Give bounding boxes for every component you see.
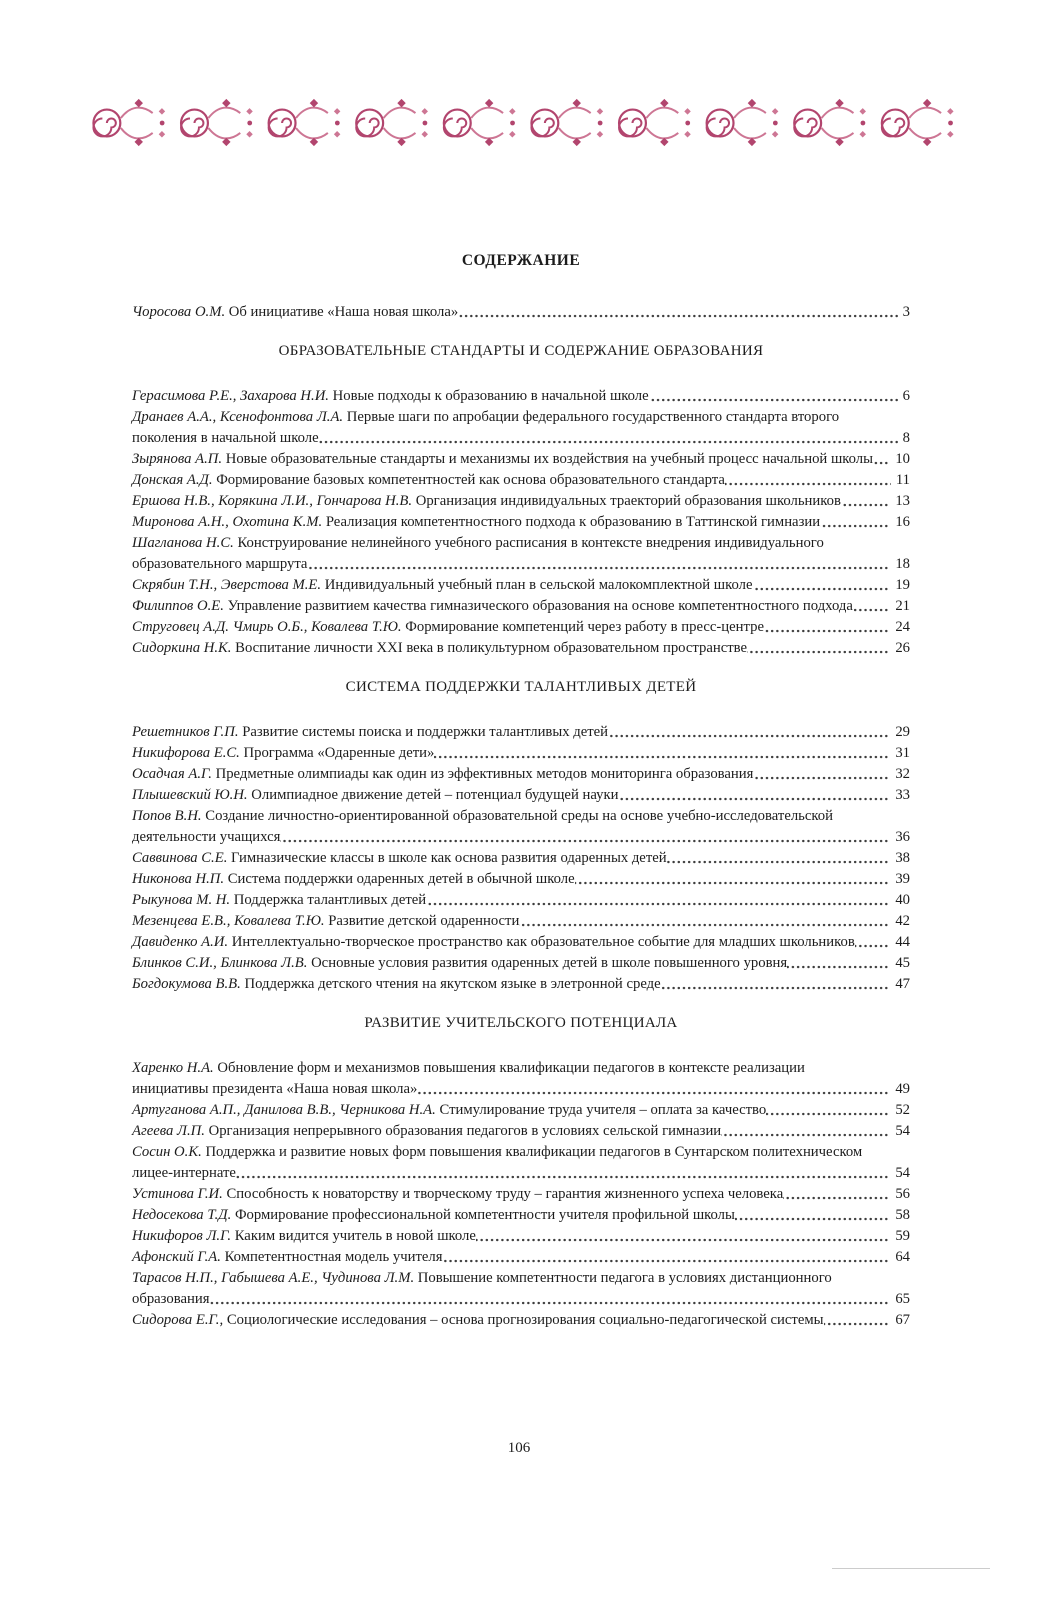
entry-title: Организация индивидуальных траекторий образования школьников [415,493,841,509]
entry-authors: Саввинова С.Е. [132,850,228,866]
entry-text [132,1183,783,1205]
toc-entry [132,869,910,890]
entry-page-number: 59 [890,1223,910,1247]
entry-page-number: 26 [890,635,910,659]
entry-title: Управление развитием качества гимназического образования на основе компетентностного подхода [227,598,853,614]
toc-entry [132,953,910,974]
section-heading: ОБРАЗОВАТЕЛЬНЫЕ СТАНДАРТЫ И СОДЕРЖАНИЕ ОБРАЗОВАНИЯ [278,343,764,359]
page-content [132,252,910,1331]
toc-entry [132,932,910,953]
entry-authors: Ершова Н.В., Корякина Л.И., Гончарова Н.В. [132,493,413,509]
section-heading: СИСТЕМА ПОДДЕРЖКИ ТАЛАНТЛИВЫХ ДЕТЕЙ [345,679,697,695]
entry-page-number: 52 [890,1097,910,1121]
entry-title: Индивидуальный учебный план в сельской малокомплектной школе [324,577,753,593]
entry-title: Формирование профессиональной компетентности учителя профильной школы [234,1207,735,1223]
entry-text [132,763,753,785]
entry-authors: Харенко Н.А. [132,1060,214,1076]
entry-text [132,721,608,743]
entry-text [132,742,434,764]
toc-entry [132,407,910,449]
entry-text [132,532,824,575]
entry-text [132,1309,824,1331]
entry-title: Интеллектуально-творческое пространство как образовательное событие для младших школьников [231,934,855,950]
entry-page-number: 16 [890,509,910,533]
scan-artifact-line [832,1568,990,1569]
toc-entry [132,617,910,638]
toc-entry [132,1247,910,1268]
entry-page-number: 8 [898,425,910,449]
table-of-contents [132,302,910,1331]
entry-text [132,406,839,449]
entry-text [132,1246,442,1268]
toc-entry [132,722,910,743]
entry-page-number: 40 [890,887,910,911]
entry-page-number: 11 [891,467,910,491]
toc-entry [132,848,910,869]
entry-page-number: 18 [890,551,910,575]
entry-page-number: 21 [890,593,910,617]
entry-text [132,847,667,869]
entry-authors: Рыкунова М. Н. [132,892,231,908]
entry-text [132,301,458,323]
entry-text [132,1141,862,1184]
entry-title: Первые шаги по апробации федерального государственного стандарта второго поколения в начальной школе [132,409,840,446]
entry-title: Конструирование нелинейного учебного расписания в контексте внедрения индивидуального образовательного маршрута [132,535,824,572]
entry-authors: Никифорова Е.С. [132,745,240,761]
toc-entry [132,1310,910,1331]
toc-entry [132,1121,910,1142]
entry-text [132,574,753,596]
entry-page-number: 54 [890,1160,910,1184]
entry-text [132,1267,832,1310]
toc-entry [132,491,910,512]
entry-page-number: 13 [890,488,910,512]
entry-authors: Решетников Г.П. [132,724,239,740]
entry-authors: Блинков С.И., Блинкова Л.В. [132,955,308,971]
entry-title: Воспитание личности XXI века в поликультурном образовательном пространстве [235,640,748,656]
toc-entry [132,470,910,491]
entry-page-number: 47 [890,971,910,995]
entry-authors: Устинова Г.И. [132,1186,223,1202]
entry-text [132,469,725,491]
entry-title: Развитие детской одаренности [328,913,520,929]
entry-page-number: 64 [890,1244,910,1268]
entry-page-number: 36 [890,824,910,848]
toc-entry [132,386,910,407]
entry-page-number: 10 [890,446,910,470]
entry-authors: Сидорова Е.Г., [132,1312,224,1328]
entry-authors: Тарасов Н.П., Габышева А.Е., Чудинова Л.М. [132,1270,415,1286]
section-heading: РАЗВИТИЕ УЧИТЕЛЬСКОГО ПОТЕНЦИАЛА [364,1015,678,1031]
toc-entry [132,1226,910,1247]
entry-authors: Никонова Н.П. [132,871,225,887]
entry-title: Реализация компетентностного подхода к образованию в Таттинской гимназии [325,514,821,530]
toc-entry [132,974,910,995]
entry-title: Поддержка детского чтения на якутском языке в элетронной среде [244,976,661,992]
entry-text [132,490,841,512]
entry-page-number: 67 [890,1307,910,1331]
entry-text [132,868,575,890]
entry-title: Поддержка талантливых детей [233,892,427,908]
toc-entry [132,449,910,470]
entry-title: Стимулирование труда учителя – оплата за качество [439,1102,767,1118]
entry-title: Предметные олимпиады как один из эффективных методов мониторинга образования [215,766,754,782]
entry-title: Гимназические классы в школе как основа развития одаренных детей [231,850,667,866]
entry-text [132,385,649,407]
entry-text [132,637,747,659]
entry-page-number: 31 [890,740,910,764]
entry-text [132,616,764,638]
entry-authors: Афонский Г.А. [132,1249,221,1265]
entry-title: Новые подходы к образованию в начальной школе [332,388,649,404]
entry-authors: Сидоркина Н.К. [132,640,232,656]
entry-authors: Струговец А.Д. Чмирь О.Б., Ковалева Т.Ю. [132,619,402,635]
toc-entry [132,1184,910,1205]
entry-title: Создание личностно-ориентированной образовательной среды на основе учебно-исследовательской деятельности учащихся [132,808,833,845]
page-number: 106 [507,1440,531,1456]
entry-page-number: 24 [890,614,910,638]
entry-text [132,931,855,953]
scroll-garland-svg [81,96,957,150]
decorative-border [81,96,957,150]
entry-title: Поддержка и развитие новых форм повышения квалификации педагогов в Сунтарском политехническом лицее-интернате [132,1144,863,1181]
entry-title: Каким видится учитель в новой школе [234,1228,476,1244]
toc-entry [132,512,910,533]
entry-page-number: 54 [890,1118,910,1142]
entry-authors: Дранаев А.А., Ксенофонтова Л.А. [132,409,344,425]
toc-entry [132,1268,910,1310]
entry-title: Обновление форм и механизмов повышения квалификации педагогов в контексте реализации инициативы президента «Наша новая школа» [132,1060,805,1097]
entry-text [132,1057,805,1100]
entry-title: Социологические исследования – основа прогнозирования социально-педагогической системы [226,1312,824,1328]
entry-page-number: 65 [890,1286,910,1310]
entry-title: Повышение компетентности педагога в условиях дистанционного образования [132,1270,832,1307]
toc-entry [132,806,910,848]
entry-text [132,448,873,470]
entry-title: Формирование базовых компетентностей как основа образовательного стандарта [216,472,725,488]
entry-page-number: 45 [890,950,910,974]
entry-authors: Артуганова А.П., Данилова В.В., Черникова Н.А. [132,1102,436,1118]
entry-title: Способность к новаторству и творческому труду – гарантия жизненного успеха человека [226,1186,784,1202]
entry-text [132,973,661,995]
entry-title: Основные условия развития одаренных детей в школе повышенного уровня [311,955,788,971]
entry-page-number: 58 [890,1202,910,1226]
entry-authors: Плышевский Ю.Н. [132,787,248,803]
entry-page-number: 33 [890,782,910,806]
toc-entry [132,302,910,323]
entry-authors: Зырянова А.П. [132,451,223,467]
entry-text [132,595,853,617]
entry-text [132,511,820,533]
entry-authors: Миронова А.Н., Охотина К.М. [132,514,323,530]
entry-title: Компетентностная модель учителя [224,1249,443,1265]
toc-entry [132,638,910,659]
entry-authors: Давиденко А.И. [132,934,229,950]
toc-entry [132,596,910,617]
entry-title: Программа «Одаренные дети» [243,745,435,761]
entry-text [132,1204,735,1226]
entry-page-number: 32 [890,761,910,785]
entry-authors: Агеева Л.П. [132,1123,205,1139]
toc-entry [132,533,910,575]
entry-page-number: 6 [898,383,910,407]
toc-entry [132,1058,910,1100]
entry-text [132,784,618,806]
entry-page-number: 3 [898,299,910,323]
entry-page-number: 38 [890,845,910,869]
entry-authors: Чоросова О.М. [132,304,226,320]
entry-authors: Шагланова Н.С. [132,535,234,551]
entry-text [132,910,519,932]
toc-entry [132,890,910,911]
entry-title: Развитие системы поиска и поддержки талантливых детей [242,724,609,740]
entry-authors: Осадчая А.Г. [132,766,212,782]
entry-title: Об инициативе «Наша новая школа» [228,304,459,320]
entry-text [132,805,833,848]
entry-title: Организация непрерывного образования педагогов в условиях сельской гимназии [208,1123,722,1139]
entry-authors: Недосекова Т.Д. [132,1207,232,1223]
entry-page-number: 29 [890,719,910,743]
toc-entry [132,911,910,932]
entry-page-number: 56 [890,1181,910,1205]
toc-entry [132,1205,910,1226]
entry-title: Формирование компетенций через работу в пресс-центре [405,619,764,635]
entry-text [132,1120,721,1142]
entry-authors: Никифоров Л.Г. [132,1228,232,1244]
entry-text [132,952,787,974]
entry-page-number: 44 [890,929,910,953]
toc-entry [132,764,910,785]
entry-authors: Скрябин Т.Н., Эверстова М.Е. [132,577,322,593]
entry-page-number: 42 [890,908,910,932]
entry-page-number: 19 [890,572,910,596]
toc-entry [132,785,910,806]
toc-entry [132,575,910,596]
entry-text [132,889,426,911]
entry-title: Система поддержки одаренных детей в обычной школе [227,871,575,887]
entry-text [132,1225,476,1247]
entry-authors: Сосин О.К. [132,1144,202,1160]
entry-page-number: 49 [890,1076,910,1100]
entry-authors: Герасимова Р.Е., Захарова Н.И. [132,388,329,404]
entry-authors: Мезенцева Е.В., Ковалева Т.Ю. [132,913,325,929]
entry-authors: Донская А.Д. [132,472,213,488]
toc-title: СОДЕРЖАНИЕ [461,252,581,269]
entry-title: Олимпиадное движение детей – потенциал будущей науки [251,787,619,803]
entry-authors: Попов В.Н. [132,808,202,824]
toc-entry [132,1100,910,1121]
entry-text [132,1099,766,1121]
entry-authors: Филиппов О.Е. [132,598,224,614]
entry-authors: Богдокумова В.В. [132,976,241,992]
entry-title: Новые образовательные стандарты и механизмы их воздействия на учебный процесс начальной школы [225,451,874,467]
toc-entry [132,1142,910,1184]
toc-entry [132,743,910,764]
entry-page-number: 39 [890,866,910,890]
